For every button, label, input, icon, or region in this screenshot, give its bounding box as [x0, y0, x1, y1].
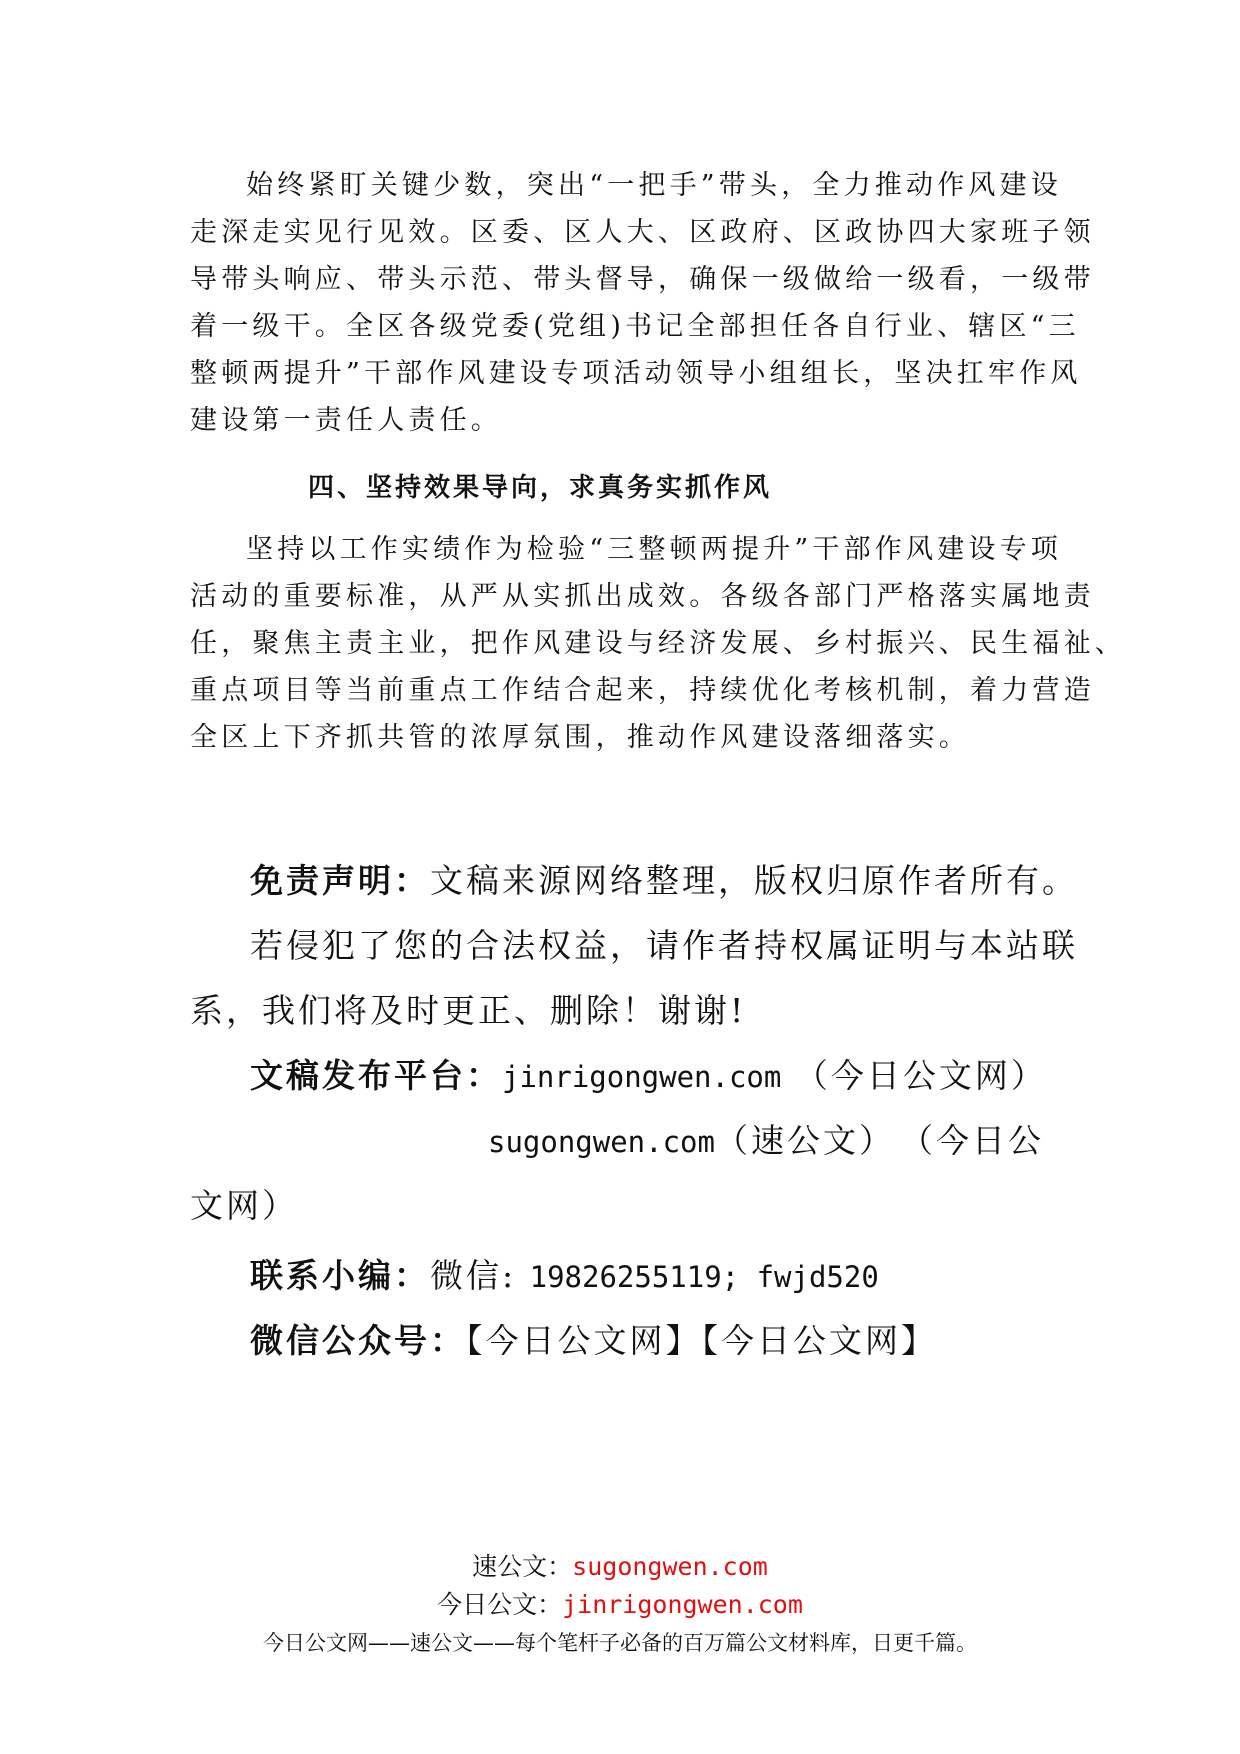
section4-line-1: 坚持以工作实绩作为检验“三整顿两提升”干部作风建设专项 — [246, 534, 1063, 565]
contact-value: 19826255119; fwjd520 — [529, 1260, 879, 1294]
platform-site2-extra: （今日公 — [900, 1121, 1044, 1160]
section4-heading: 四、坚持效果导向，求真务实抓作风 — [308, 473, 773, 503]
paragraph1-line-3: 导带头响应、带头示范、带头督导，确保一级做给一级看，一级带 — [190, 264, 1095, 295]
platform-site1-name: （今日公文网） — [794, 1056, 1047, 1095]
platform-label: 文稿发布平台： — [250, 1056, 502, 1095]
paragraph1-line-1: 始终紧盯关键少数，突出“一把手”带头，全力推动作风建设 — [246, 170, 1063, 201]
footer-line-1 — [0, 1547, 1240, 1583]
contact-line — [250, 1250, 879, 1297]
platform-line-1 — [250, 1050, 1047, 1097]
platform-line-2 — [488, 1115, 895, 1162]
footer-sugongwen-label: 速公文： — [472, 1552, 573, 1581]
footer-line-2 — [0, 1585, 1240, 1621]
footer-jinrigongwen-label: 今日公文： — [437, 1590, 563, 1619]
section4-line-2: 活动的重要标准，从严从实抓出成效。各级各部门严格落实属地责 — [190, 581, 1095, 612]
disclaimer-line — [250, 855, 1078, 902]
wechat-value: 【今日公文网】【今日公文网】 — [466, 1321, 937, 1360]
section4-line-3: 任，聚焦主责主业，把作风建设与经济发展、乡村振兴、民生福祉、 — [190, 628, 1126, 659]
contact-label: 联系小编： — [250, 1256, 430, 1295]
paragraph1-line-5: 整顿两提升”干部作风建设专项活动领导小组组长，坚决扛牢作风 — [190, 358, 1082, 389]
wechat-label: 微信公众号： — [250, 1321, 466, 1360]
disclaimer-text1: 文稿来源网络整理，版权归原作者所有。 — [430, 861, 1078, 900]
section4-line-5: 全区上下齐抓共管的浓厚氛围，推动作风建设落细落实。 — [190, 722, 970, 753]
footer-tagline: 今日公文网——速公文——每个笔杆子必备的百万篇公文材料库，日更千篇。 — [263, 1631, 977, 1655]
wechat-line — [250, 1315, 937, 1362]
disclaimer-text2: 若侵犯了您的合法权益，请作者持权属证明与本站联 — [250, 926, 1078, 965]
paragraph1-line-6: 建设第一责任人责任。 — [190, 405, 502, 436]
platform-site2-name: （速公文） — [714, 1121, 895, 1160]
platform-site2[interactable]: sugongwen.com — [488, 1125, 715, 1159]
platform-site2-extra-cont: 文网） — [190, 1186, 298, 1225]
disclaimer-text3: 系，我们将及时更正、删除！谢谢! — [190, 991, 747, 1030]
contact-prefix: 微信: — [430, 1256, 517, 1295]
paragraph1-line-4: 着一级干。全区各级党委(党组)书记全部担任各自行业、辖区“三 — [190, 311, 1080, 342]
footer-jinrigongwen-link[interactable]: jinrigongwen.com — [562, 1590, 803, 1619]
disclaimer-label: 免责声明： — [250, 861, 430, 900]
paragraph1-line-2: 走深走实见行见效。区委、区人大、区政府、区政协四大家班子领 — [190, 217, 1095, 248]
footer-sugongwen-link[interactable]: sugongwen.com — [572, 1552, 768, 1581]
section4-line-4: 重点项目等当前重点工作结合起来，持续优化考核机制，着力营造 — [190, 675, 1095, 706]
platform-site1[interactable]: jinrigongwen.com — [502, 1060, 782, 1094]
